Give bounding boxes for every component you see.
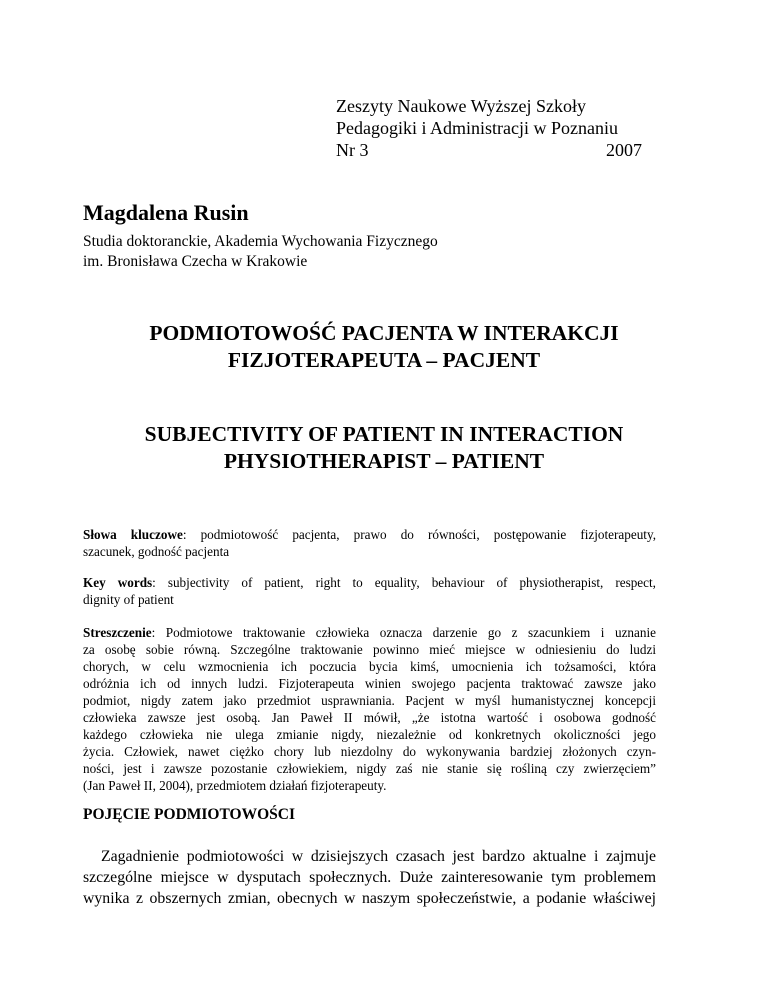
title-polish-line-1: PODMIOTOWOŚĆ PACJENTA W INTERAKCJI [149,321,619,345]
keywords-polish-line-2: szacunek, godność pacjenta [83,544,230,559]
body-line: Zagadnienie podmiotowości w dzisiejszych czasach jest bardzo aktualne i zajmuje [101,848,656,865]
abstract-line: każdego człowieka nie ulega zmianie nigdy, niezależnie od konkretnych okoliczności jego [83,727,656,742]
journal-header [336,95,646,161]
title-polish [60,320,708,374]
author-affiliation [83,232,438,272]
keywords-english [83,574,656,608]
keywords-english-label: Key words [83,575,153,590]
journal-name-line-2: Pedagogiki i Administracji w Poznaniu [336,118,618,138]
abstract-line: za osobę sobie równą. Szczególne traktowanie powinno mieć miejsce w odniesieniu do ludzi [83,642,656,657]
abstract-line [83,624,656,641]
keywords-polish [83,526,656,560]
abstract-label: Streszczenie [83,625,152,640]
keywords-polish-text-1: : podmiotowość pacjenta, prawo do równości, postępowanie fizjoterapeuty, [182,527,657,542]
journal-name-line-1: Zeszyty Naukowe Wyższej Szkoły [336,96,587,116]
keywords-english-line-1 [83,574,656,591]
abstract-line: chorych, w celu wzmocnienia ich poczucia bycia kimś, umocnienia ich tożsamości, która [83,659,656,674]
abstract-line-text: : Podmiotowe traktowanie człowieka oznacza darzenie go z szacunkiem i uznanie [151,625,656,640]
affiliation-line-2: im. Bronisława Czecha w Krakowie [83,253,308,270]
abstract-line: życia. Człowiek, nawet ciężko chory lub niezdolny do wykonywania bardziej złożonych czyn- [83,744,656,759]
journal-issue: Nr 3 [336,140,369,160]
title-polish-line-2: FIZJOTERAPEUTA – PACJENT [227,348,541,372]
journal-year: 2007 [606,140,642,160]
section-heading: POJĘCIE PODMIOTOWOŚCI [83,806,296,823]
title-english-line-1: SUBJECTIVITY OF PATIENT IN INTERACTION [144,422,624,446]
abstract-line: człowieka zawsze jest osobą. Jan Paweł II mówił, „że istotna wartość i osobowa godność [83,710,656,725]
author-name: Magdalena Rusin [83,200,249,225]
title-english [60,421,708,475]
keywords-english-text-1: : subjectivity of patient, right to equality, behaviour of physiotherapist, respect, [152,575,656,590]
abstract-line: podmiot, nigdy zatem jako przedmiot usprawniania. Pacjent w myśl humanistycznej koncepcji [83,693,656,708]
affiliation-line-1: Studia doktoranckie, Akademia Wychowania Fizycznego [83,233,438,250]
keywords-english-line-2: dignity of patient [83,592,174,607]
section-body [83,846,656,909]
abstract-line: ności, jest i zawsze pozostanie człowiekiem, nigdy zaś nie stanie się rośliną czy zwierzęciem” [83,761,656,776]
journal-issue-row [336,139,642,161]
title-english-line-2: PHYSIOTHERAPIST – PATIENT [223,449,545,473]
body-line: wynika z obszernych zmian, obecnych w naszym społeczeństwie, a podanie właściwej [83,890,656,907]
body-line: szczególne miejsce w dysputach społecznych. Duże zainteresowanie tym problemem [83,869,656,886]
abstract-line: odróżnia ich od innych ludzi. Fizjoterapeuta winien swojego pacjenta traktować zawsze jako [83,676,656,691]
abstract-line: (Jan Paweł II, 2004), przedmiotem działań fizjoterapeuty. [83,778,387,793]
abstract [83,624,656,794]
keywords-polish-label: Słowa kluczowe [83,527,183,542]
keywords-polish-line-1 [83,526,656,543]
